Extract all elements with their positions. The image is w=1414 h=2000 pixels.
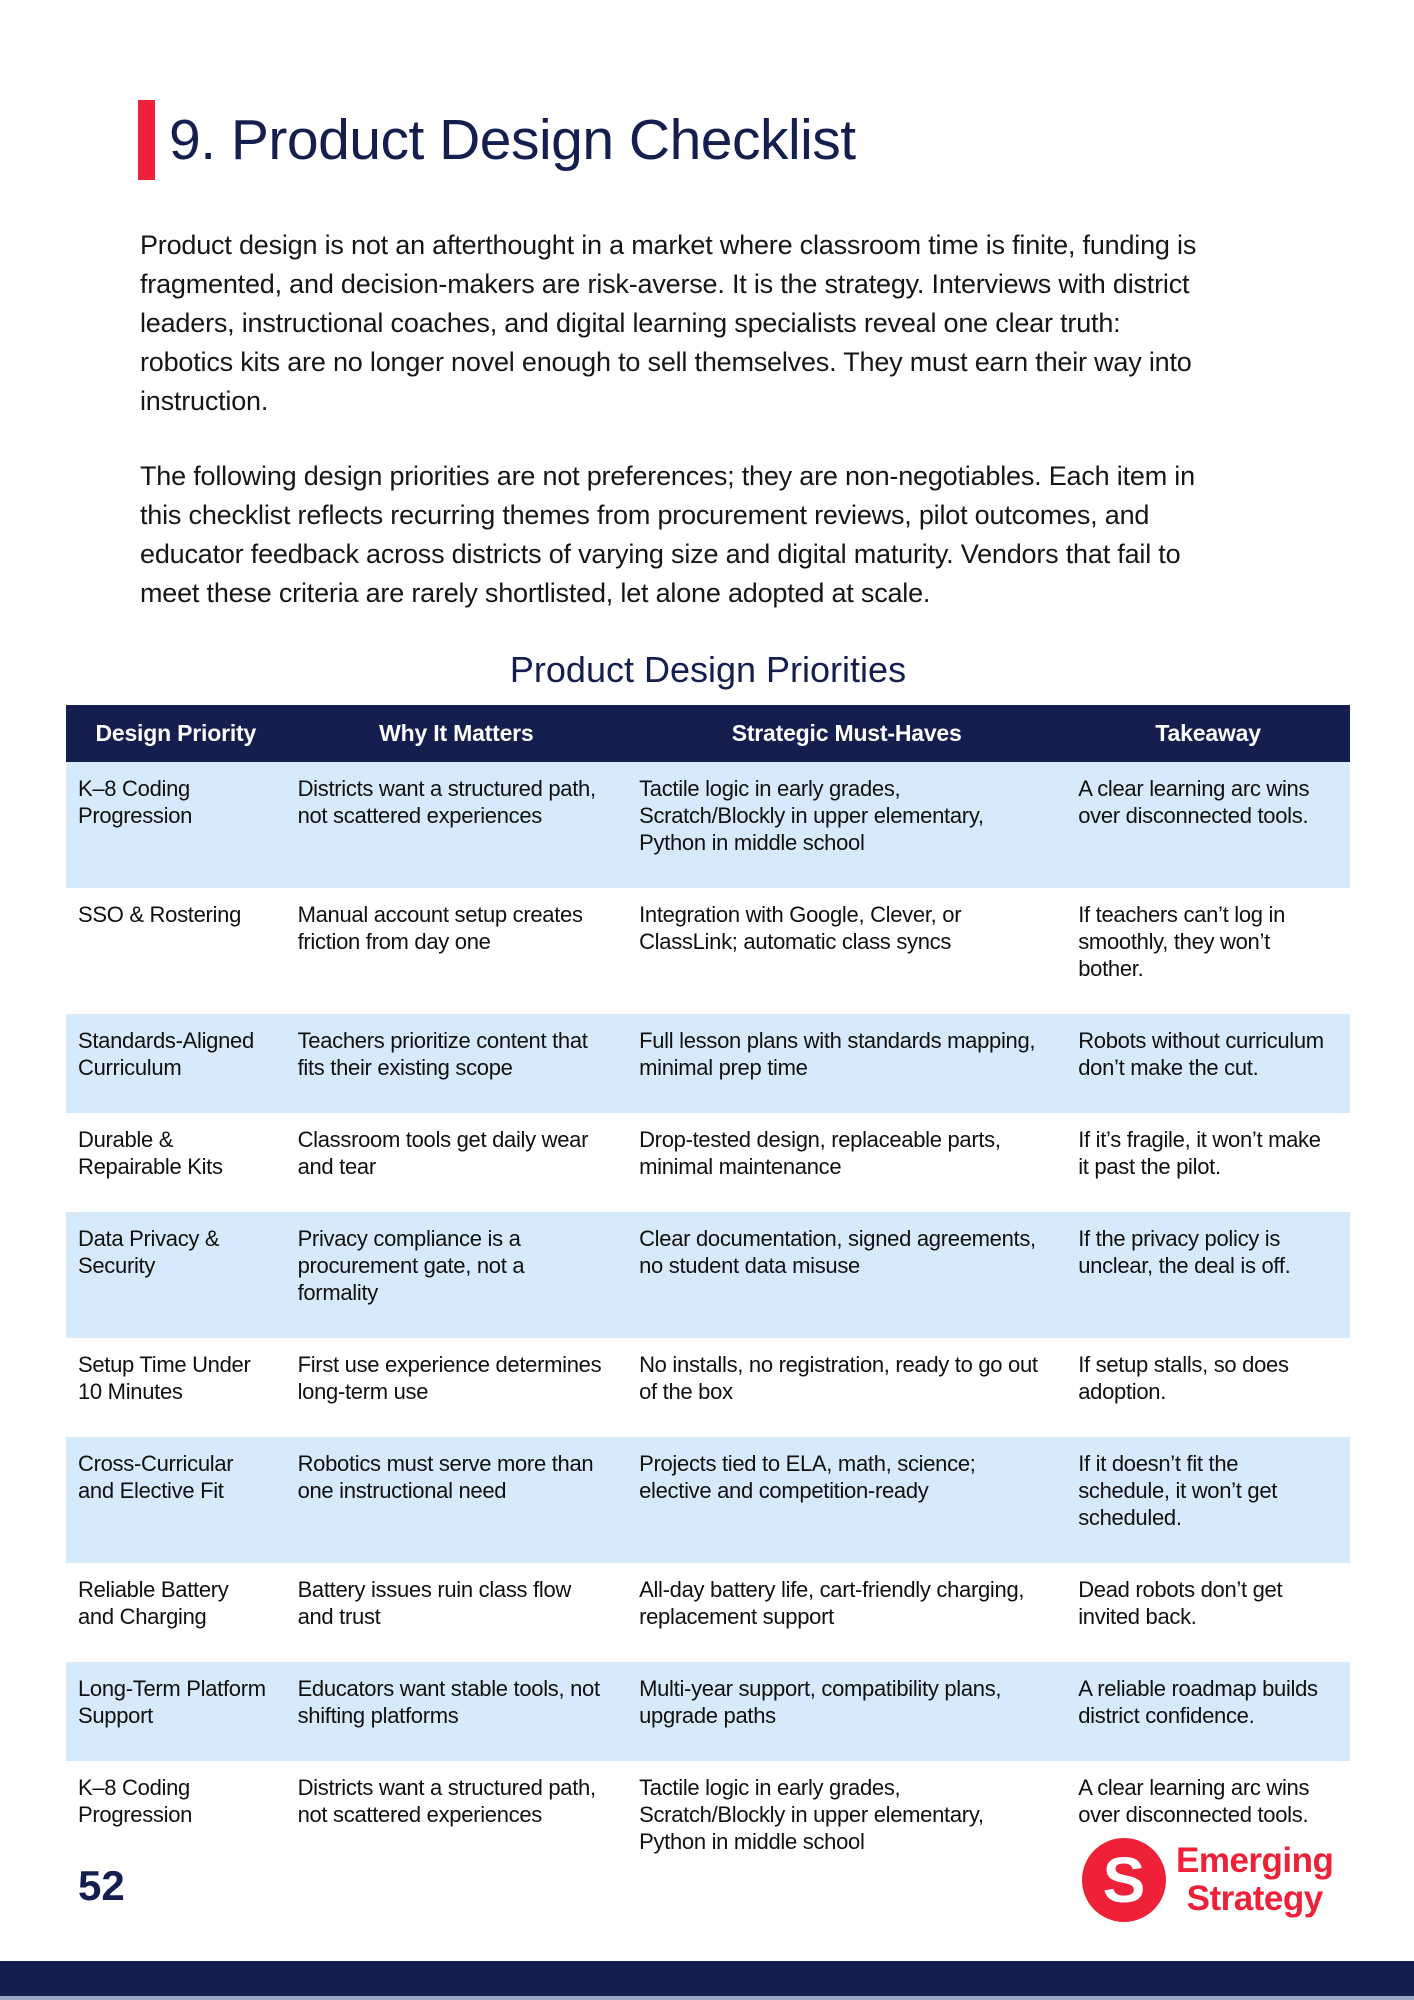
footer-bar xyxy=(0,1961,1414,1996)
logo-wordmark-line1: Emerging xyxy=(1176,1841,1334,1881)
cell-why-it-matters: Districts want a structured path, not scattered experiences xyxy=(297,1775,596,1827)
cell-why-it-matters: Classroom tools get daily wear and tear xyxy=(297,1127,589,1179)
table-row xyxy=(66,1563,1350,1662)
cell-takeaway: If it’s fragile, it won’t make it past the pilot. xyxy=(1078,1127,1321,1179)
cell-why-it-matters: Manual account setup creates friction from day one xyxy=(297,902,583,954)
cell-takeaway: If the privacy policy is unclear, the deal is off. xyxy=(1078,1226,1291,1278)
page-edge-strip xyxy=(0,1996,1414,2000)
column-header-strategic-must-haves: Strategic Must-Haves xyxy=(627,705,1066,762)
table-row xyxy=(66,1437,1350,1563)
intro-text xyxy=(140,226,1214,613)
cell-takeaway: Robots without curriculum don’t make the cut. xyxy=(1078,1028,1324,1080)
cell-design-priority: Data Privacy & Security xyxy=(78,1226,220,1278)
cell-design-priority: Durable & Repairable Kits xyxy=(78,1127,223,1179)
cell-why-it-matters: First use experience determines long-term use xyxy=(297,1352,602,1404)
accent-bar xyxy=(138,100,155,180)
cell-design-priority: Setup Time Under 10 Minutes xyxy=(78,1352,251,1404)
table-header-row xyxy=(66,705,1350,762)
intro-paragraph: Product design is not an afterthought in a market where classroom time is finite, funding is fragmented, and decision-makers are risk-averse. It is the strategy. Interviews with district leaders, instructional coaches, and digital learning specialists reveal one clear truth: robotics kits are no longer novel enough to sell themselves. They must earn their way into instruction. xyxy=(140,230,1197,416)
cell-takeaway: If teachers can’t log in smoothly, they won’t bother. xyxy=(1078,902,1286,981)
cell-why-it-matters: Battery issues ruin class flow and trust xyxy=(297,1577,571,1629)
logo-wordmark-line2: Strategy xyxy=(1186,1879,1323,1918)
logo-monogram-icon: S xyxy=(1082,1838,1166,1922)
cell-design-priority: Reliable Battery and Charging xyxy=(78,1577,229,1629)
table-row xyxy=(66,1212,1350,1338)
cell-why-it-matters: Educators want stable tools, not shifting platforms xyxy=(297,1676,600,1728)
cell-design-priority: Long-Term Platform Support xyxy=(78,1676,266,1728)
table-row xyxy=(66,1662,1350,1761)
page-title: 9. Product Design Checklist xyxy=(169,108,856,172)
table-row xyxy=(66,762,1350,888)
cell-strategic-must-haves: Integration with Google, Clever, or ClassLink; automatic class syncs xyxy=(639,902,962,954)
column-header-design-priority: Design Priority xyxy=(66,705,286,762)
cell-design-priority: K–8 Coding Progression xyxy=(78,776,193,828)
cell-design-priority: K–8 Coding Progression xyxy=(78,1775,193,1827)
table-row xyxy=(66,888,1350,1014)
column-header-why-it-matters: Why It Matters xyxy=(286,705,628,762)
table-row xyxy=(66,1338,1350,1437)
cell-why-it-matters: Robotics must serve more than one instructional need xyxy=(297,1451,594,1503)
section-heading xyxy=(138,100,1294,180)
cell-takeaway: If it doesn’t fit the schedule, it won’t get scheduled. xyxy=(1078,1451,1278,1530)
cell-design-priority: SSO & Rostering xyxy=(78,902,242,927)
cell-strategic-must-haves: All-day battery life, cart-friendly charging, replacement support xyxy=(639,1577,1025,1629)
cell-why-it-matters: Privacy compliance is a procurement gate, not a formality xyxy=(297,1226,525,1305)
cell-strategic-must-haves: Multi-year support, compatibility plans, upgrade paths xyxy=(639,1676,1002,1728)
cell-takeaway: If setup stalls, so does adoption. xyxy=(1078,1352,1289,1404)
table-row xyxy=(66,1014,1350,1113)
logo-wordmark xyxy=(1176,1842,1333,1918)
cell-strategic-must-haves: Projects tied to ELA, math, science; elective and competition-ready xyxy=(639,1451,976,1503)
cell-strategic-must-haves: No installs, no registration, ready to go out of the box xyxy=(639,1352,1038,1404)
cell-takeaway: A reliable roadmap builds district confidence. xyxy=(1078,1676,1318,1728)
cell-why-it-matters: Teachers prioritize content that fits their existing scope xyxy=(297,1028,588,1080)
cell-strategic-must-haves: Tactile logic in early grades, Scratch/Blockly in upper elementary, Python in middle school xyxy=(639,1775,984,1854)
cell-strategic-must-haves: Tactile logic in early grades, Scratch/Blockly in upper elementary, Python in middle school xyxy=(639,776,984,855)
cell-takeaway: Dead robots don’t get invited back. xyxy=(1078,1577,1283,1629)
cell-takeaway: A clear learning arc wins over disconnected tools. xyxy=(1078,776,1310,828)
cell-strategic-must-haves: Clear documentation, signed agreements, no student data misuse xyxy=(639,1226,1036,1278)
table-header xyxy=(66,705,1350,762)
column-header-takeaway: Takeaway xyxy=(1066,705,1350,762)
cell-why-it-matters: Districts want a structured path, not scattered experiences xyxy=(297,776,596,828)
cell-design-priority: Cross-Curricular and Elective Fit xyxy=(78,1451,234,1503)
cell-design-priority: Standards-Aligned Curriculum xyxy=(78,1028,254,1080)
emerging-strategy-logo xyxy=(1082,1838,1333,1922)
table-row xyxy=(66,1113,1350,1212)
table-title: Product Design Priorities xyxy=(509,649,907,690)
cell-takeaway: A clear learning arc wins over disconnected tools. xyxy=(1078,1775,1310,1827)
intro-paragraph: The following design priorities are not preferences; they are non-negotiables. Each item in this checklist reflects recurring themes from procurement reviews, pilot outcomes, and educator feedback across districts of varying size and digital maturity. Vendors that fail to meet these criteria are rarely shortlisted, let alone adopted at scale. xyxy=(140,461,1195,608)
design-priorities-table xyxy=(66,705,1350,1887)
table-body xyxy=(66,762,1350,1887)
cell-strategic-must-haves: Full lesson plans with standards mapping, minimal prep time xyxy=(639,1028,1036,1080)
page-number: 52 xyxy=(78,1862,125,1909)
cell-strategic-must-haves: Drop-tested design, replaceable parts, minimal maintenance xyxy=(639,1127,1001,1179)
